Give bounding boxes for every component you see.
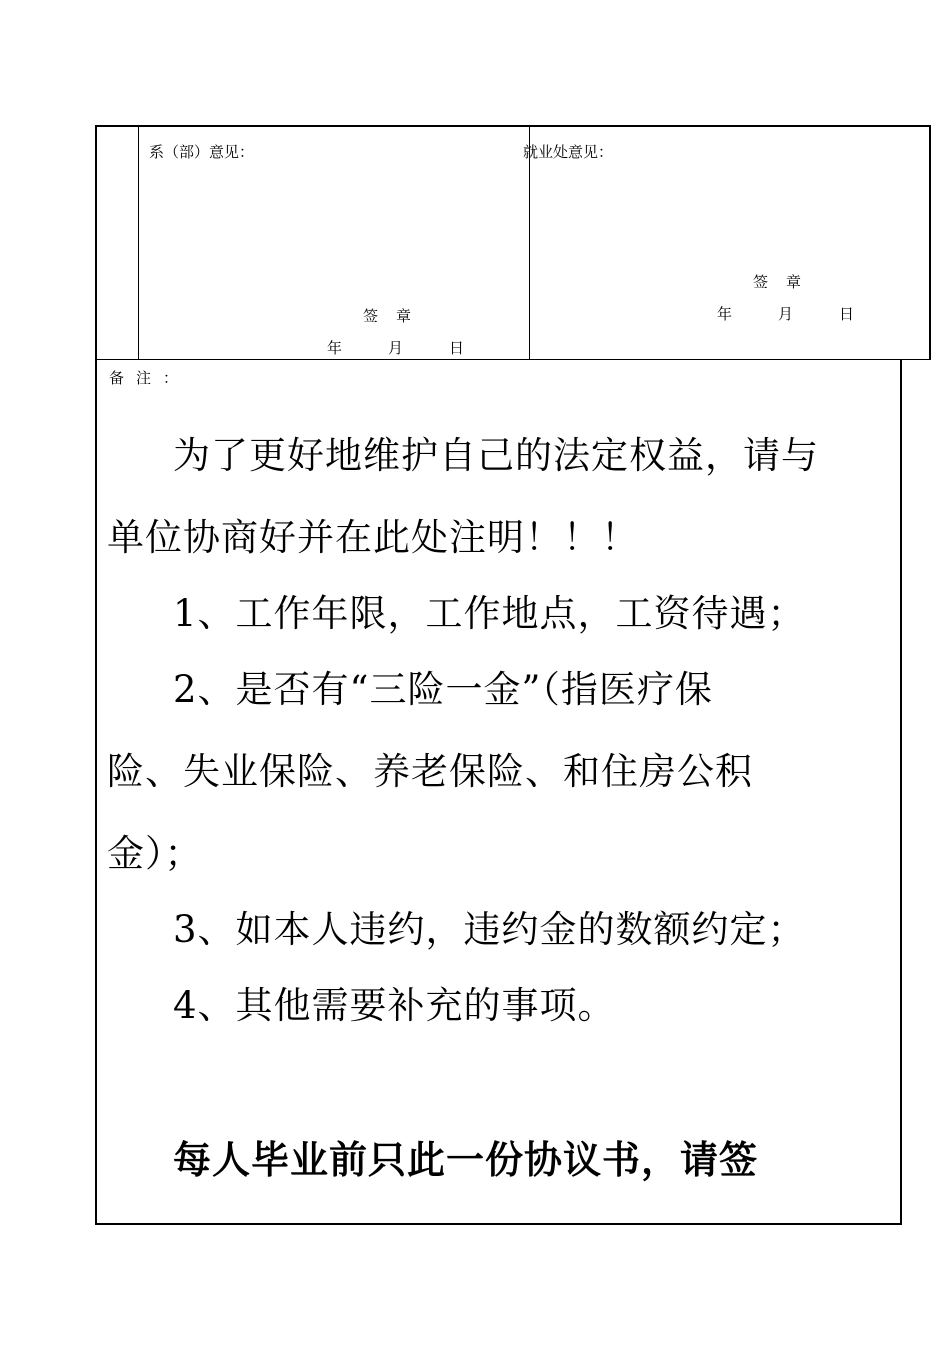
employment-office-date-year: 年 [717, 305, 733, 323]
notes-line-8: 4、其他需要补充的事项。 [173, 984, 616, 1027]
agreement-warning: 每人毕业前只此一份协议书，请签 [173, 1138, 759, 1182]
notes-line-6: 金）； [107, 832, 203, 875]
notes-box [95, 359, 902, 1225]
department-signature-label: 签章 [363, 307, 430, 325]
notes-line-1: 为了更好地维护自己的法定权益，请与 [173, 434, 819, 477]
notes-line-2: 单位协商好并在此处注明！！！ [107, 516, 639, 559]
employment-office-date-month: 月 [778, 305, 794, 323]
employment-office-date [717, 303, 900, 324]
department-date [327, 337, 510, 358]
notes-line-7: 3、如本人违约，违约金的数额约定； [173, 908, 806, 951]
employment-office-opinion-label: 就业处意见： [523, 143, 614, 161]
notes-line-3: 1、工作年限，工作地点，工资待遇； [173, 592, 806, 635]
table-left-strip [97, 127, 139, 359]
department-date-month: 月 [388, 339, 404, 357]
department-date-year: 年 [327, 339, 343, 357]
notes-label: 备注： [109, 369, 191, 387]
department-date-day: 日 [449, 339, 465, 357]
notes-line-4: 2、是否有“三险一金”（指医疗保 [173, 668, 713, 711]
employment-office-date-day: 日 [839, 305, 855, 323]
department-opinion-label: 系（部）意见： [149, 143, 255, 161]
employment-office-signature-label: 签章 [753, 273, 820, 291]
notes-line-5: 险、失业保险、养老保险、和住房公积 [107, 750, 753, 793]
opinion-table [95, 125, 931, 360]
